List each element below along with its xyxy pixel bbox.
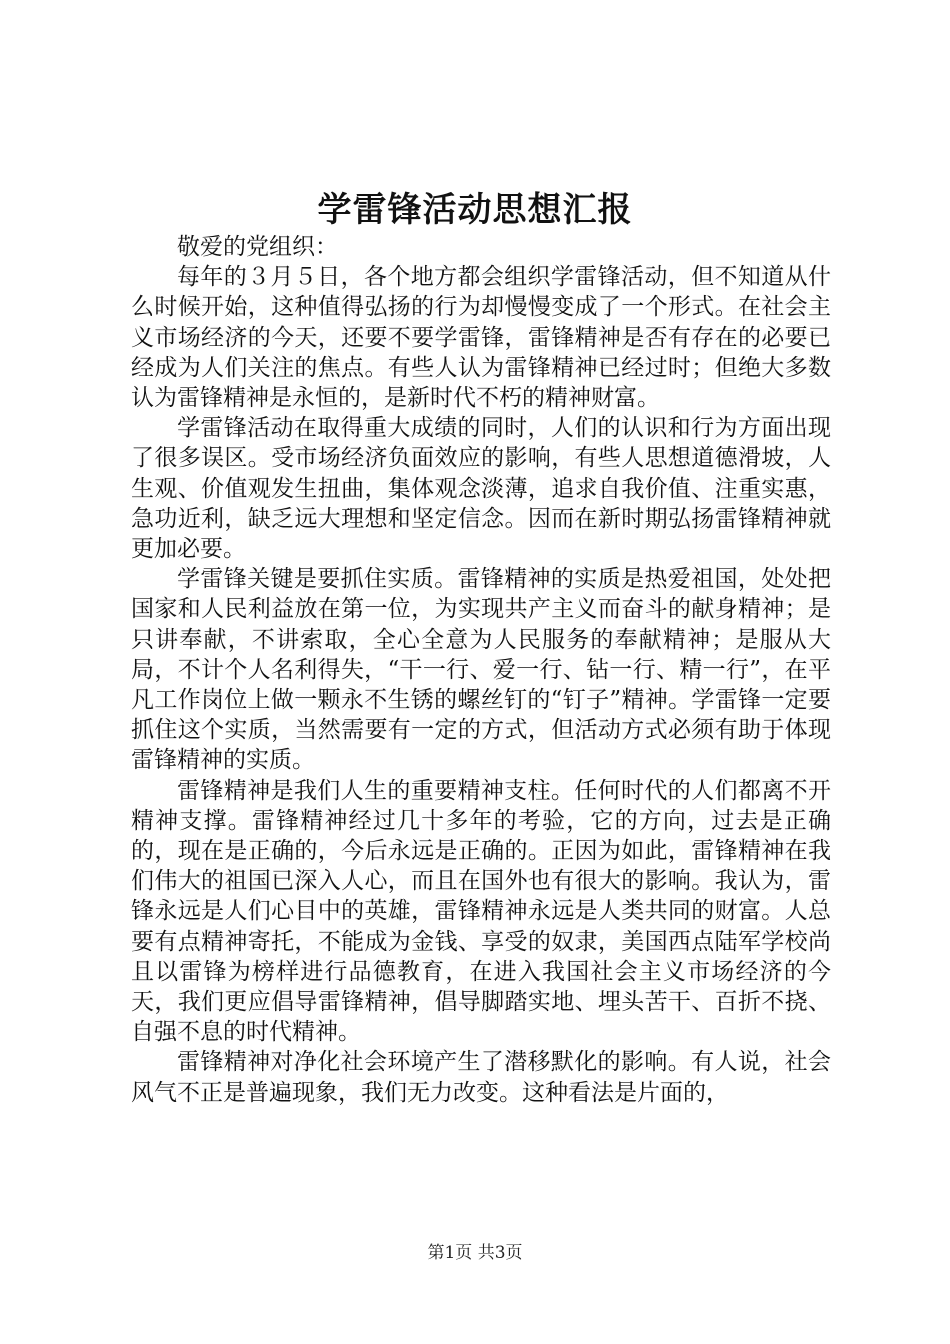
document-title: 学雷锋活动思想汇报	[317, 190, 633, 230]
paragraph-3: 学雷锋关键是要抓住实质。雷锋精神的实质是热爱祖国，处处把国家和人民利益放在第一位，为实现共产主义而奋斗的献身精神；是只讲奉献，不讲索取，全心全意为人民服务的奉献精神；是服从大局，不计个人名利得失，“干一行、爱一行、钻一行、精一行”，在平凡工作岗位上做一颗永不生锈的螺丝钉的“钉子”精神。学雷锋一定要抓住这个实质，当然需要有一定的方式，但活动方式必须有助于体现雷锋精神的实质。	[131, 566, 831, 774]
paragraph-4: 雷锋精神是我们人生的重要精神支柱。任何时代的人们都离不开精神支撑。雷锋精神经过几十多年的考验，它的方向，过去是正确的，现在是正确的，今后永远是正确的。正因为如此，雷锋精神在我们伟大的祖国已深入人心，而且在国外也有很大的影响。我认为，雷锋永远是人们心目中的英雄，雷锋精神永远是人类共同的财富。人总要有点精神寄托，不能成为金钱、享受的奴隶，美国西点陆军学校尚且以雷锋为榜样进行品德教育，在进入我国社会主义市场经济的今天，我们更应倡导雷锋精神，倡导脚踏实地、埋头苦干、百折不挠、自强不息的时代精神。	[131, 777, 831, 1046]
paragraph-5: 雷锋精神对净化社会环境产生了潜移默化的影响。有人说，社会风气不正是普遍现象，我们无力改变。这种看法是片面的，	[131, 1049, 831, 1106]
paragraph-2: 学雷锋活动在取得重大成绩的同时，人们的认识和行为方面出现了很多误区。受市场经济负面效应的影响，有些人思想道德滑坡，人生观、价值观发生扭曲，集体观念淡薄，追求自我价值、注重实惠，急功近利，缺乏远大理想和坚定信念。因而在新时期弘扬雷锋精神就更加必要。	[131, 415, 831, 563]
paragraph-1: 每年的３月５日，各个地方都会组织学雷锋活动，但不知道从什么时候开始，这种值得弘扬的行为却慢慢变成了一个形式。在社会主义市场经济的今天，还要不要学雷锋，雷锋精神是否有存在的必要已经成为人们关注的焦点。有些人认为雷锋精神已经过时；但绝大多数认为雷锋精神是永恒的，是新时代不朽的精神财富。	[131, 264, 831, 412]
page-number-footer: 第1页 共3页	[427, 1243, 523, 1263]
salutation: 敬爱的党组织：	[177, 234, 338, 260]
document-body	[131, 232, 831, 1108]
